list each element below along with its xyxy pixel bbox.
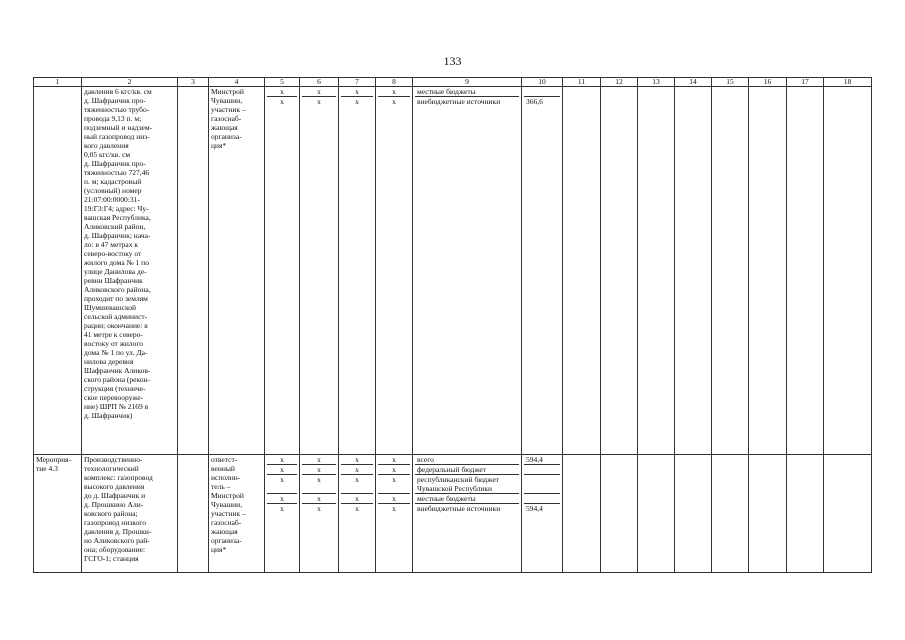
funding-value-cell: 366,6 (522, 87, 563, 455)
x-cell: x x (300, 87, 339, 455)
col-header: 7 (339, 78, 376, 87)
empty-cell (178, 87, 209, 455)
x-cell: x x (376, 87, 413, 455)
object-description: давления 6 кгс/кв. см д. Шафранчик про- тяженностью трубо- провода 9,13 п. м; подземный и надзем- ный газопровод низ- кого давления 0,05 кгс/кв. см д. Шафранчик про- тяженностью 727,46 п. м; кадастровый (условный) номер 21:07:00:0000:31- 19:Г3:Г4; адрес: Чу- вашская Республика, Аликовский район, д. Шафранчик; нача- ло: в 47 метрах к северо-востоку от жилого дома № 1 по улице Данилова де- ревни Шафранчик Аликовского района, проходит по землям Шумшевашской сельской админист- рации; окончание: в 41 метре к северо- востоку от жилого дома № 1 по ул. Да- нилова деревня Шафранчик Аликов- ского района (рекон- струкция (техниче- ское перевооруже- ние) ШРП № 2169 в д. Шафранчик) (82, 87, 178, 455)
funding-source-cell: всего федеральный бюджет республиканский бюджет Чувашской Республики местные бюджеты внебюджетные источники (413, 455, 522, 573)
measure-cell: Мероприя- тие 4.3 (34, 455, 82, 573)
program-table (33, 77, 872, 573)
col-header: 1 (34, 78, 82, 87)
empty-cell (824, 87, 872, 455)
x-cell: x x x x x (376, 455, 413, 573)
col-header: 12 (601, 78, 638, 87)
empty-cell (824, 455, 872, 573)
empty-cell (563, 455, 601, 573)
empty-cell (787, 455, 824, 573)
empty-cell (712, 87, 749, 455)
x-cell: x x (265, 87, 300, 455)
col-header: 15 (712, 78, 749, 87)
empty-cell (712, 455, 749, 573)
col-header: 5 (265, 78, 300, 87)
empty-cell (749, 455, 787, 573)
x-cell: x x x x x (265, 455, 300, 573)
executor-cell: Минстрой Чувашии, участник – газоснаб- жающая организа- ция* (209, 87, 265, 455)
measure-cell (34, 87, 82, 455)
col-header: 14 (675, 78, 712, 87)
empty-cell (601, 455, 638, 573)
col-header: 9 (413, 78, 522, 87)
empty-cell (638, 455, 675, 573)
col-header: 6 (300, 78, 339, 87)
empty-cell (749, 87, 787, 455)
object-description: Производственно- технологический комплекс: газопровод высокого давления до д. Шафранчик и д. Прошкино Али- ковского района; газопровод низкого давления д. Прошки- но Аликовского рай- она; оборудование: ГСГО-1; станция (82, 455, 178, 573)
page-number: 133 (443, 54, 462, 68)
col-header: 16 (749, 78, 787, 87)
col-header: 4 (209, 78, 265, 87)
empty-cell (178, 455, 209, 573)
empty-cell (638, 87, 675, 455)
col-header: 3 (178, 78, 209, 87)
x-cell: x x x x x (300, 455, 339, 573)
x-cell: x x x x x (339, 455, 376, 573)
col-header: 11 (563, 78, 601, 87)
funding-source-cell: местные бюджеты внебюджетные источники (413, 87, 522, 455)
x-cell: x x (339, 87, 376, 455)
header-row (34, 78, 872, 87)
col-header: 13 (638, 78, 675, 87)
col-header: 10 (522, 78, 563, 87)
col-header: 18 (824, 78, 872, 87)
col-header: 8 (376, 78, 413, 87)
table-row (34, 455, 872, 573)
empty-cell (675, 87, 712, 455)
col-header: 2 (82, 78, 178, 87)
funding-value-cell: 594,4 594,4 (522, 455, 563, 573)
empty-cell (563, 87, 601, 455)
empty-cell (601, 87, 638, 455)
empty-cell (787, 87, 824, 455)
col-header: 17 (787, 78, 824, 87)
table-row (34, 87, 872, 455)
empty-cell (675, 455, 712, 573)
executor-cell: ответст- венный исполни- тель – Минстрой Чувашии, участник – газоснаб- жающая организа- ция* (209, 455, 265, 573)
